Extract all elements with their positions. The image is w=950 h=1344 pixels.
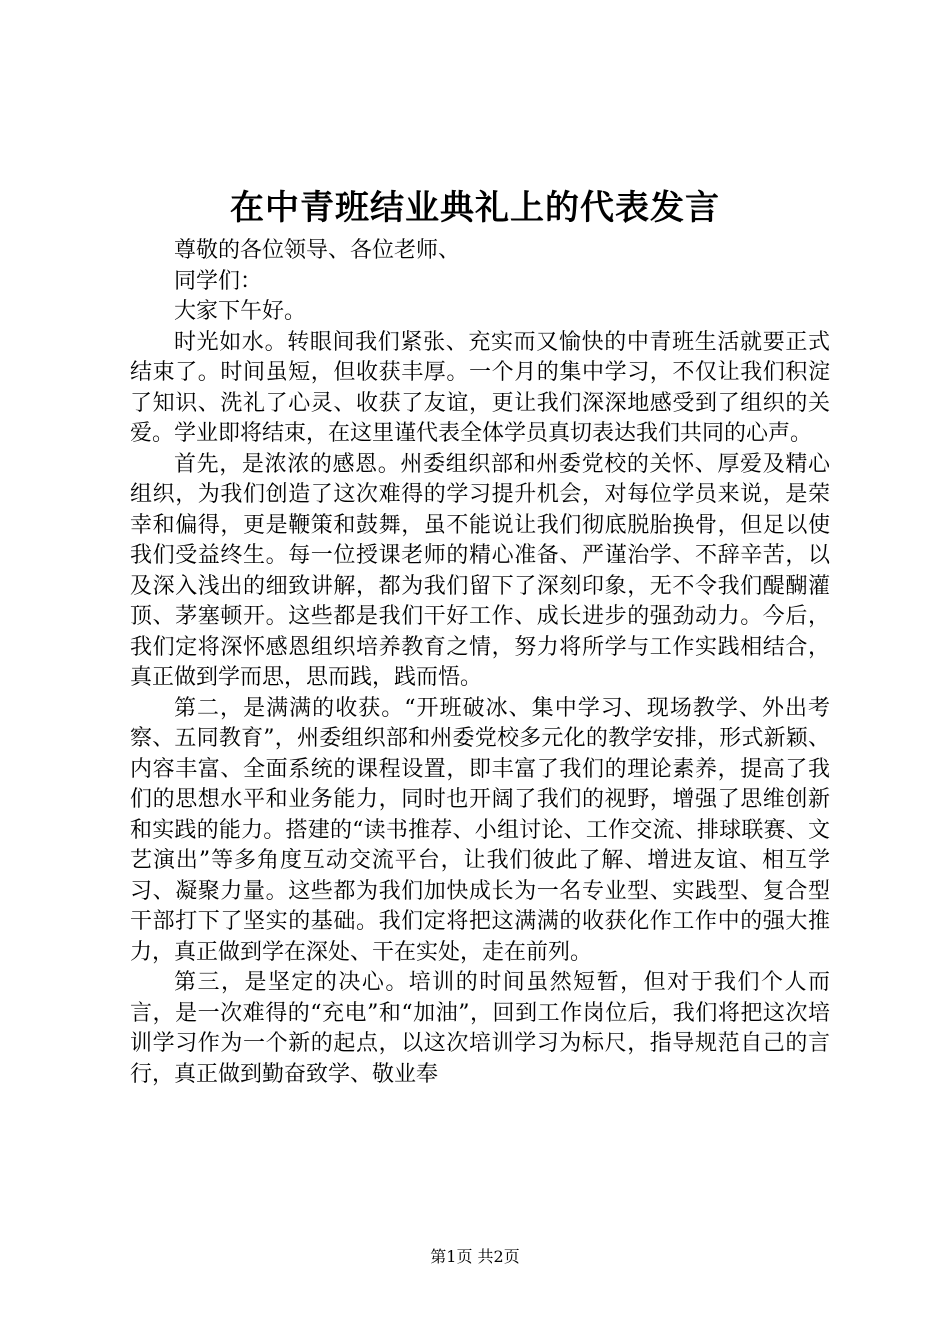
paragraph-first: 首先，是浓浓的感恩。州委组织部和州委党校的关怀、厚爱及精心组织，为我们创造了这次难得的学习提升机会，对每位学员来说，是荣幸和偏得，更是鞭策和鼓舞，虽不能说让我们彻底脱胎换骨，但足以使我们受益终生。每一位授课老师的精心准备、严谨治学、不辞辛苦，以及深入浅出的细致讲解，都为我们留下了深刻印象，无不令我们醍醐灌顶、茅塞顿开。这些都是我们干好工作、成长进步的强劲动力。今后，我们定将深怀感恩组织培养教育之情，努力将所学与工作实践相结合，真正做到学而思，思而践，践而悟。 [130, 451, 830, 690]
page-number: 第1页 共2页 [430, 1247, 520, 1266]
greeting: 大家下午好。 [174, 299, 307, 324]
salutation-line-2: 同学们： [174, 268, 263, 294]
paragraph-third: 第三，是坚定的决心。培训的时间虽然短暂，但对于我们个人而言，是一次难得的“充电”和“加油”，回到工作岗位后，我们将把这次培训学习作为一个新的起点，以这次培训学习为标尺，指导规范自己的言行，真正做到勤奋致学、敬业奉 [130, 970, 830, 1087]
document-body [130, 236, 830, 1090]
paragraph-second: 第二，是满满的收获。“开班破冰、集中学习、现场教学、外出考察、五同教育”，州委组织部和州委党校多元化的教学安排，形式新颖、内容丰富、全面系统的课程设置，即丰富了我们的理论素养，提高了我们的思想水平和业务能力，同时也开阔了我们的视野，增强了思维创新和实践的能力。搭建的“读书推荐、小组讨论、工作交流、排球联赛、文艺演出”等多角度互动交流平台，让我们彼此了解、增进友谊、相互学习、凝聚力量。这些都为我们加快成长为一名专业型、实践型、复合型干部打下了坚实的基础。我们定将把这满满的收获化作工作中的强大推力，真正做到学在深处、干在实处，走在前列。 [130, 695, 830, 965]
salutation-line-1: 尊敬的各位领导、各位老师、 [174, 238, 461, 263]
document-title: 在中青班结业典礼上的代表发言 [230, 188, 720, 228]
paragraph-intro: 时光如水。转眼间我们紧张、充实而又愉快的中青班生活就要正式结束了。时间虽短，但收获丰厚。一个月的集中学习，不仅让我们积淀了知识、洗礼了心灵、收获了友谊，更让我们深深地感受到了组织的关爱。学业即将结束，在这里谨代表全体学员真切表达我们共同的心声。 [130, 329, 830, 446]
